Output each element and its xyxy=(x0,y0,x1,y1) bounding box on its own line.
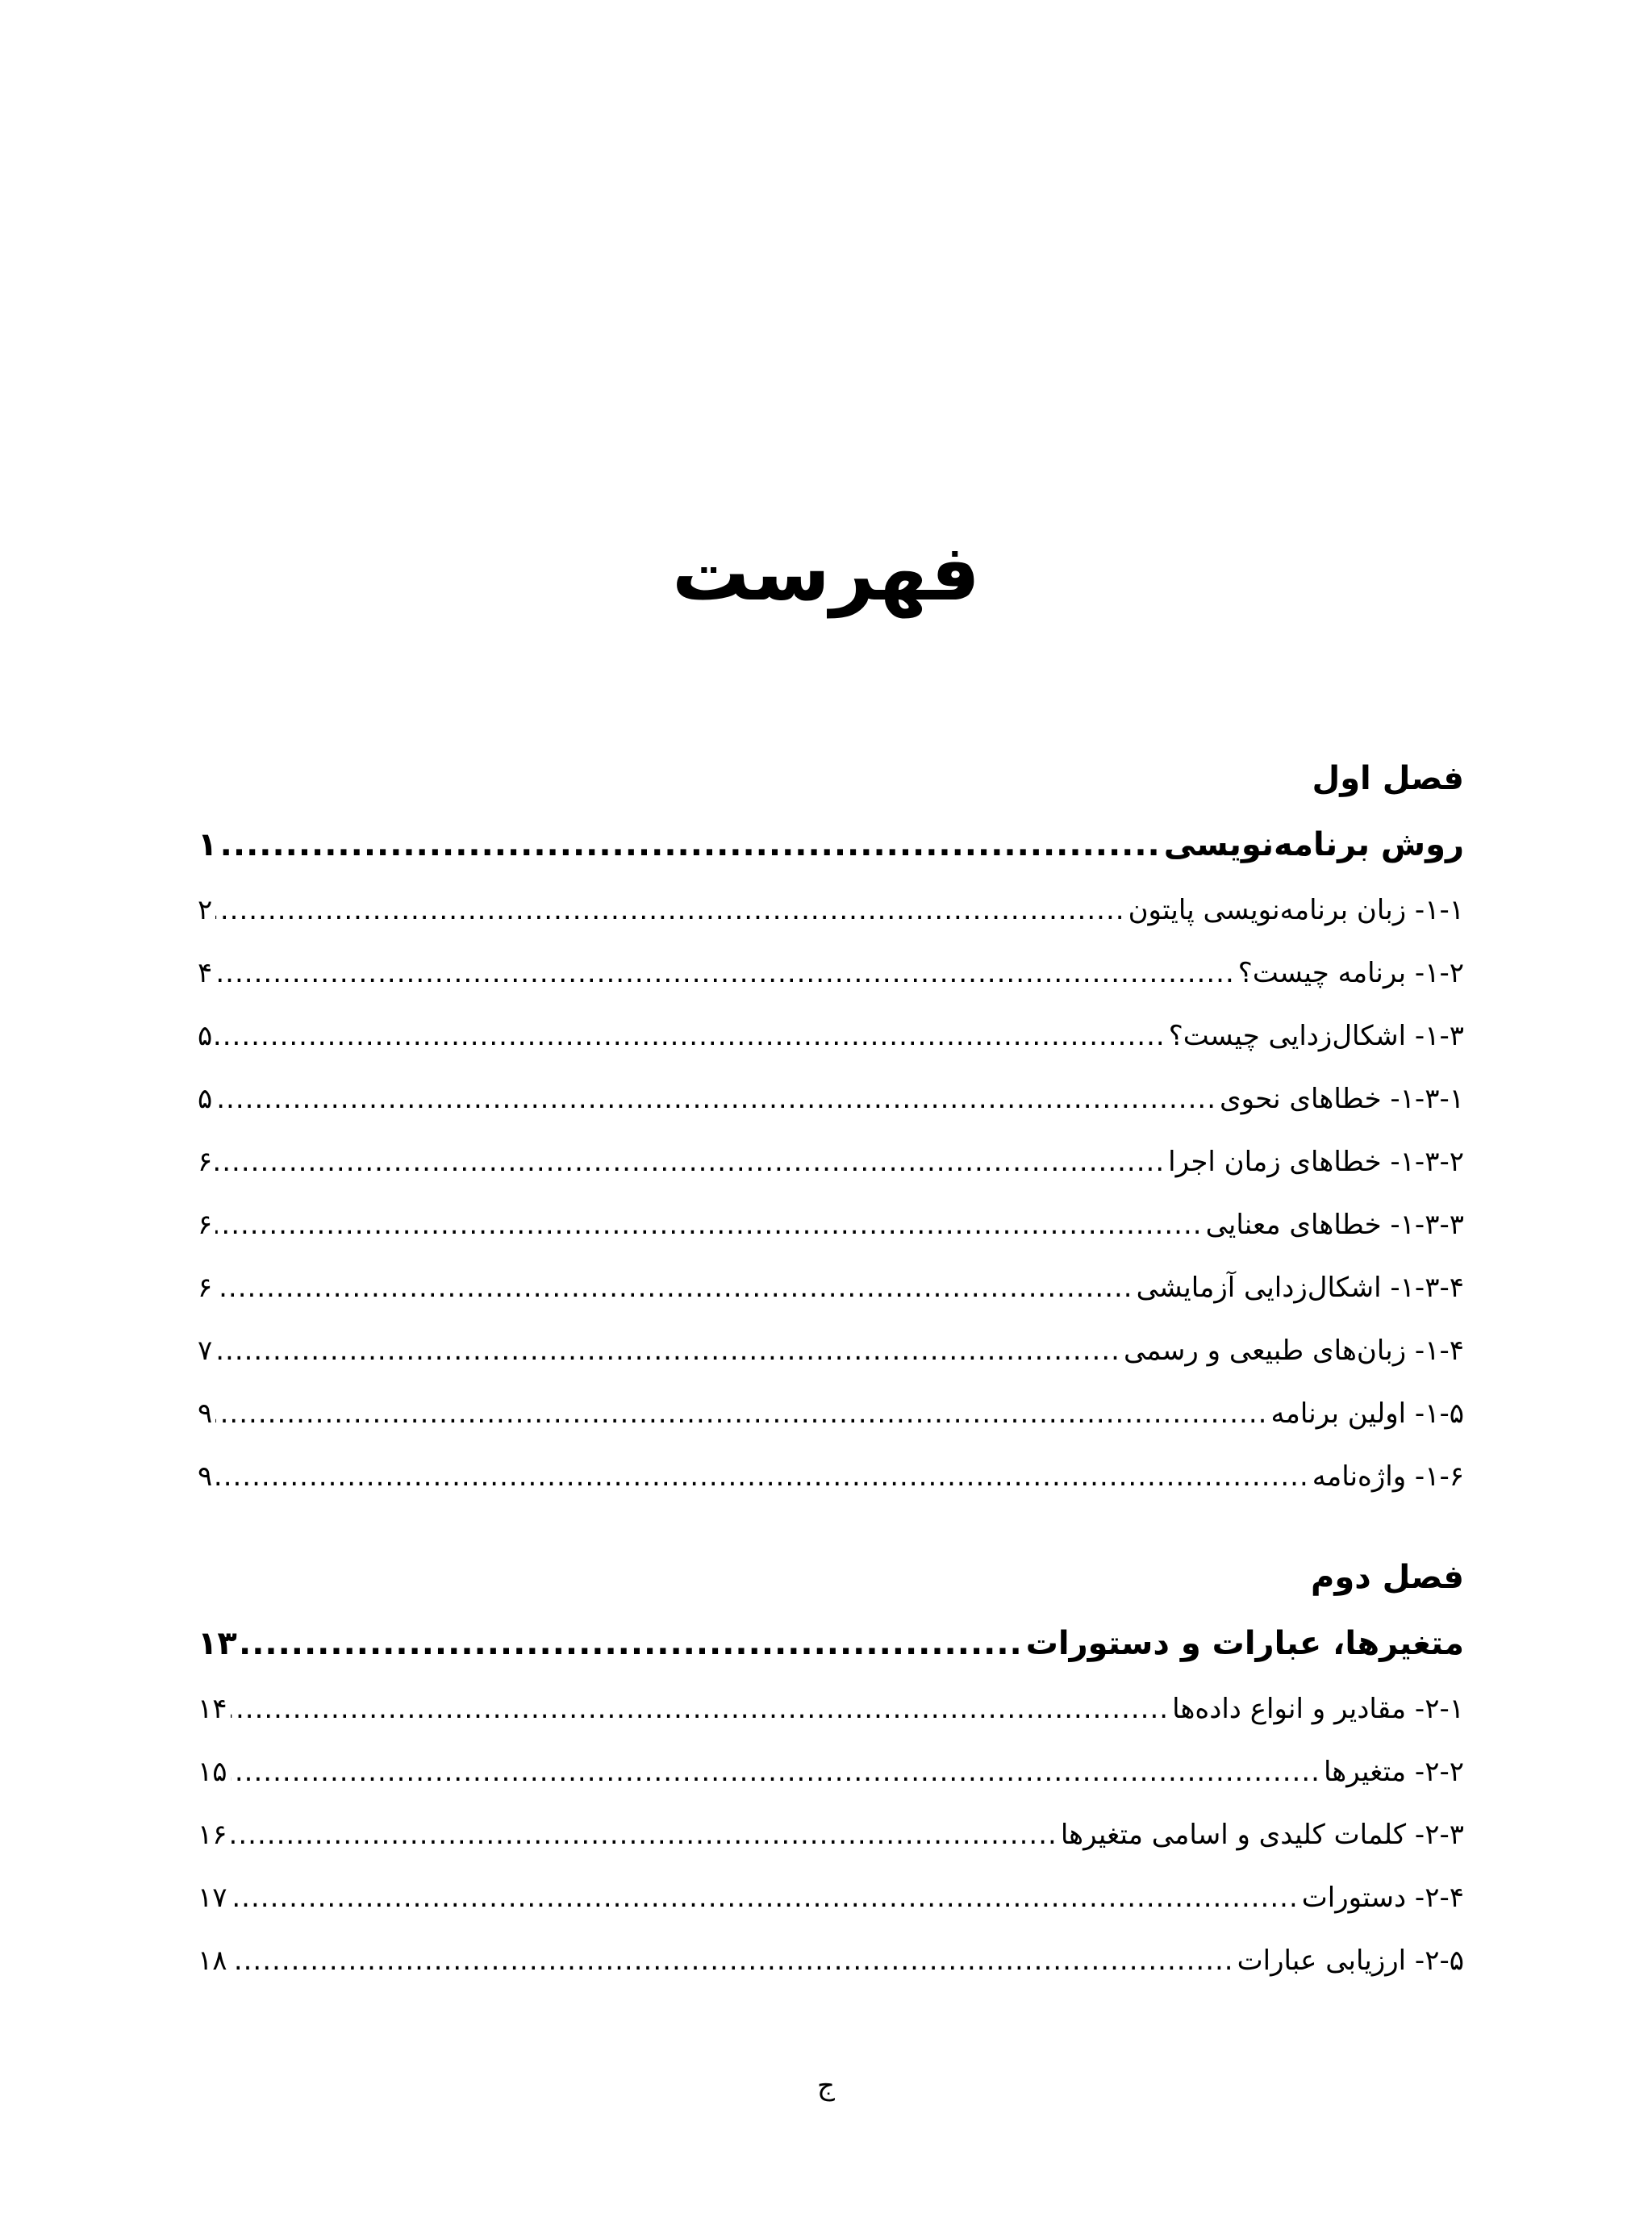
toc-entry[interactable] xyxy=(198,1803,1464,1866)
toc-page-number: ۱۳ xyxy=(198,1625,237,1662)
dot-leader xyxy=(220,811,1160,879)
dot-leader xyxy=(215,1319,1120,1382)
toc-entry-title: ۲-۴- دستورات xyxy=(1301,1882,1464,1914)
toc-page-number: ۹ xyxy=(198,1460,213,1493)
toc-entry-title: ۱-۱- زبان برنامه‌نویسی پایتون xyxy=(1128,894,1464,926)
toc-page-number: ۱۸ xyxy=(198,1945,227,1977)
dot-leader xyxy=(231,1677,1170,1740)
toc-page-number: ۹ xyxy=(198,1397,213,1430)
toc-entry-title: ۱-۳-۲- خطاهای زمان اجرا xyxy=(1168,1146,1464,1178)
toc-page-number: ۵ xyxy=(198,1083,213,1115)
page-title: فهرست xyxy=(672,528,980,618)
toc-entry[interactable] xyxy=(198,879,1464,942)
toc-entry[interactable] xyxy=(198,1256,1464,1319)
toc-entry[interactable] xyxy=(198,942,1464,1005)
dot-leader xyxy=(231,1803,1058,1866)
dot-leader xyxy=(215,1130,1165,1193)
toc-entry[interactable] xyxy=(198,1319,1464,1382)
dot-leader xyxy=(231,1929,1234,1992)
toc-entry-title: ۲-۵- ارزیابی عبارات xyxy=(1237,1945,1464,1977)
toc-entry-title: ۲-۱- مقادیر و انواع داده‌ها xyxy=(1172,1693,1464,1725)
chapter-label: فصل دوم xyxy=(1311,1559,1464,1596)
toc-entry-title: ۱-۳-۴- اشکال‌زدایی آزمایشی xyxy=(1136,1272,1464,1304)
toc-page-number: ۶ xyxy=(198,1209,213,1241)
toc-entry-title: ۲-۳- کلمات کلیدی و اسامی متغیرها xyxy=(1060,1819,1464,1851)
toc-entry-title: ۱-۳- اشکال‌زدایی چیست؟ xyxy=(1168,1020,1464,1052)
toc-page-number: ۵ xyxy=(198,1020,213,1052)
toc-page-number: ۱۷ xyxy=(198,1882,227,1914)
toc-entry[interactable] xyxy=(198,1740,1464,1803)
toc-entry[interactable] xyxy=(198,1130,1464,1193)
dot-leader xyxy=(231,1866,1299,1929)
dot-leader xyxy=(215,1445,1309,1508)
toc-page-number: ۷ xyxy=(198,1335,213,1367)
toc-entry-title: روش برنامه‌نویسی xyxy=(1163,826,1464,863)
dot-leader xyxy=(240,1610,1023,1677)
toc-entry-title: ۲-۲- متغیرها xyxy=(1323,1756,1464,1788)
toc-entry[interactable] xyxy=(198,1005,1464,1067)
toc-entry[interactable] xyxy=(198,1193,1464,1256)
page-number-footer: ج xyxy=(817,2070,835,2102)
dot-leader xyxy=(231,1740,1320,1803)
toc-page-number: ۶ xyxy=(198,1146,213,1178)
toc-page-number: ۱۴ xyxy=(198,1693,227,1725)
toc-entry-title: ۱-۳-۱- خطاهای نحوی xyxy=(1220,1083,1464,1115)
toc-chapter-title-row[interactable] xyxy=(198,1610,1464,1677)
toc-entry[interactable] xyxy=(198,1067,1464,1130)
toc-entry-title: ۱-۵- اولین برنامه xyxy=(1270,1397,1464,1430)
toc-page-number: ۱۶ xyxy=(198,1819,227,1851)
toc-entry-title: متغیرها، عبارات و دستورات xyxy=(1025,1625,1464,1662)
dot-leader xyxy=(215,1005,1165,1067)
toc-chapter-title-row[interactable] xyxy=(198,811,1464,879)
toc-entry-title: ۱-۶- واژه‌نامه xyxy=(1312,1460,1464,1493)
dot-leader xyxy=(215,1256,1133,1319)
toc-page-number: ۱ xyxy=(198,826,218,863)
toc-chapter-2 xyxy=(198,1545,1464,1992)
toc-page-number: ۱۵ xyxy=(198,1756,227,1788)
toc-page-number: ۲ xyxy=(198,894,213,926)
toc-entry-title: ۱-۳-۳- خطاهای معنایی xyxy=(1205,1209,1464,1241)
toc-entry[interactable] xyxy=(198,1677,1464,1740)
dot-leader xyxy=(215,942,1235,1005)
dot-leader xyxy=(215,1193,1202,1256)
toc-page-number: ۶ xyxy=(198,1272,213,1304)
toc-entry[interactable] xyxy=(198,1445,1464,1508)
dot-leader xyxy=(215,1067,1216,1130)
chapter-label: فصل اول xyxy=(1312,760,1464,797)
toc-entry[interactable] xyxy=(198,1929,1464,1992)
toc-entry-title: ۱-۲- برنامه چیست؟ xyxy=(1237,957,1464,989)
toc-entry[interactable] xyxy=(198,1382,1464,1445)
toc-chapter-1 xyxy=(198,746,1464,1508)
toc-page-number: ۴ xyxy=(198,957,213,989)
toc-entry[interactable] xyxy=(198,1866,1464,1929)
dot-leader xyxy=(215,879,1124,942)
toc-entry-title: ۱-۴- زبان‌های طبیعی و رسمی xyxy=(1123,1335,1464,1367)
dot-leader xyxy=(215,1382,1267,1445)
